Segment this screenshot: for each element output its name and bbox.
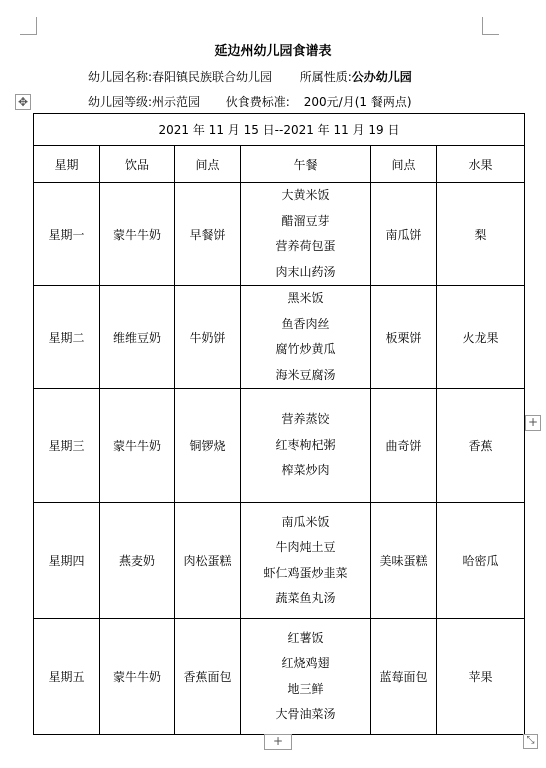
lunch-item: 营养荷包蛋 <box>275 239 336 253</box>
lunch-cell[interactable] <box>241 619 371 735</box>
fee-label: 伙食费标准: <box>225 95 290 109</box>
drink-cell[interactable]: 维维豆奶 <box>100 286 175 389</box>
fruit-cell[interactable]: 梨 <box>437 183 525 286</box>
document-title: 延边州幼儿园食谱表 <box>214 44 332 59</box>
drink-cell[interactable]: 蒙牛牛奶 <box>100 183 175 286</box>
table-row <box>34 389 525 503</box>
header-drink[interactable]: 饮品 <box>100 146 175 183</box>
lunch-item: 大骨油菜汤 <box>275 707 336 721</box>
lunch-item: 腐竹炒黄瓜 <box>275 342 336 356</box>
day-cell[interactable]: 星期五 <box>34 619 100 735</box>
day-cell[interactable]: 星期二 <box>34 286 100 389</box>
snack1-cell[interactable]: 肉松蛋糕 <box>175 503 241 619</box>
fruit-cell[interactable]: 火龙果 <box>437 286 525 389</box>
snack1-cell[interactable]: 牛奶饼 <box>175 286 241 389</box>
nature-value: 公办幼儿园 <box>351 70 412 84</box>
lunch-item: 醋溜豆芽 <box>281 213 330 228</box>
drink-cell[interactable]: 蒙牛牛奶 <box>100 619 175 735</box>
lunch-item: 红枣枸杞粥 <box>275 437 336 452</box>
info-line-2 <box>88 93 412 110</box>
crop-mark-top-left-h <box>20 34 37 35</box>
table-move-handle-icon[interactable]: ✥ <box>15 94 31 110</box>
date-range-cell[interactable]: 2021 年 11 月 15 日--2021 年 11 月 19 日 <box>34 114 525 146</box>
lunch-cell[interactable] <box>241 183 371 286</box>
grade-value: 州示范园 <box>152 95 201 109</box>
header-lunch[interactable]: 午餐 <box>241 146 371 183</box>
header-row <box>34 146 525 183</box>
header-snack-2[interactable]: 间点 <box>371 146 437 183</box>
lunch-item: 肉末山药汤 <box>275 264 336 279</box>
drink-cell[interactable]: 蒙牛牛奶 <box>100 389 175 503</box>
lunch-item: 海米豆腐汤 <box>275 367 336 382</box>
fee-value: 200元/月(1 餐两点) <box>303 95 412 109</box>
grade-label: 幼儿园等级: <box>88 95 153 109</box>
snack1-cell[interactable]: 铜锣烧 <box>175 389 241 503</box>
day-cell[interactable]: 星期三 <box>34 389 100 503</box>
table-resize-icon[interactable]: ⤡ <box>523 734 538 749</box>
table-row <box>34 183 525 286</box>
lunch-item: 鱼香肉丝 <box>281 316 330 331</box>
nature-label: 所属性质: <box>299 70 352 84</box>
header-snack-1[interactable]: 间点 <box>175 146 241 183</box>
snack2-cell[interactable]: 美味蛋糕 <box>371 503 437 619</box>
fruit-cell[interactable]: 香蕉 <box>437 389 525 503</box>
info-line-1 <box>88 68 412 85</box>
lunch-item: 大黄米饭 <box>281 188 330 202</box>
lunch-item: 营养蒸饺 <box>281 412 330 427</box>
fruit-cell[interactable]: 哈密瓜 <box>437 503 525 619</box>
snack1-cell[interactable]: 早餐饼 <box>175 183 241 286</box>
snack2-cell[interactable]: 蓝莓面包 <box>371 619 437 735</box>
lunch-item: 地三鲜 <box>287 681 324 696</box>
fruit-cell[interactable]: 苹果 <box>437 619 525 735</box>
lunch-cell[interactable] <box>241 389 371 503</box>
kindergarten-name-label: 幼儿园名称: <box>88 70 153 84</box>
lunch-item: 南瓜米饭 <box>281 514 330 529</box>
crop-mark-top-right-v <box>482 17 483 35</box>
lunch-item: 榨菜炒肉 <box>281 463 330 478</box>
date-range-row <box>34 114 525 146</box>
header-day[interactable]: 星期 <box>34 146 100 183</box>
table-row <box>34 503 525 619</box>
table-row <box>34 286 525 389</box>
lunch-item: 蔬菜鱼丸汤 <box>275 591 336 605</box>
crop-mark-top-right-h <box>482 34 499 35</box>
lunch-item: 虾仁鸡蛋炒韭菜 <box>263 565 348 580</box>
menu-table <box>33 113 525 735</box>
snack1-cell[interactable]: 香蕉面包 <box>175 619 241 735</box>
header-fruit[interactable]: 水果 <box>437 146 525 183</box>
lunch-cell[interactable] <box>241 286 371 389</box>
lunch-item: 红烧鸡翅 <box>281 656 330 670</box>
table-row <box>34 619 525 735</box>
day-cell[interactable]: 星期一 <box>34 183 100 286</box>
add-column-icon[interactable]: + <box>525 415 541 431</box>
lunch-cell[interactable] <box>241 503 371 619</box>
lunch-item: 黑米饭 <box>287 291 324 305</box>
day-cell[interactable]: 星期四 <box>34 503 100 619</box>
snack2-cell[interactable]: 南瓜饼 <box>371 183 437 286</box>
crop-mark-top-left-v <box>36 17 37 35</box>
drink-cell[interactable]: 燕麦奶 <box>100 503 175 619</box>
snack2-cell[interactable]: 曲奇饼 <box>371 389 437 503</box>
lunch-item: 红薯饭 <box>287 630 324 645</box>
snack2-cell[interactable]: 板栗饼 <box>371 286 437 389</box>
kindergarten-name-value: 春阳镇民族联合幼儿园 <box>152 70 273 84</box>
add-row-icon[interactable]: + <box>264 734 292 750</box>
lunch-item: 牛肉炖土豆 <box>275 540 336 554</box>
